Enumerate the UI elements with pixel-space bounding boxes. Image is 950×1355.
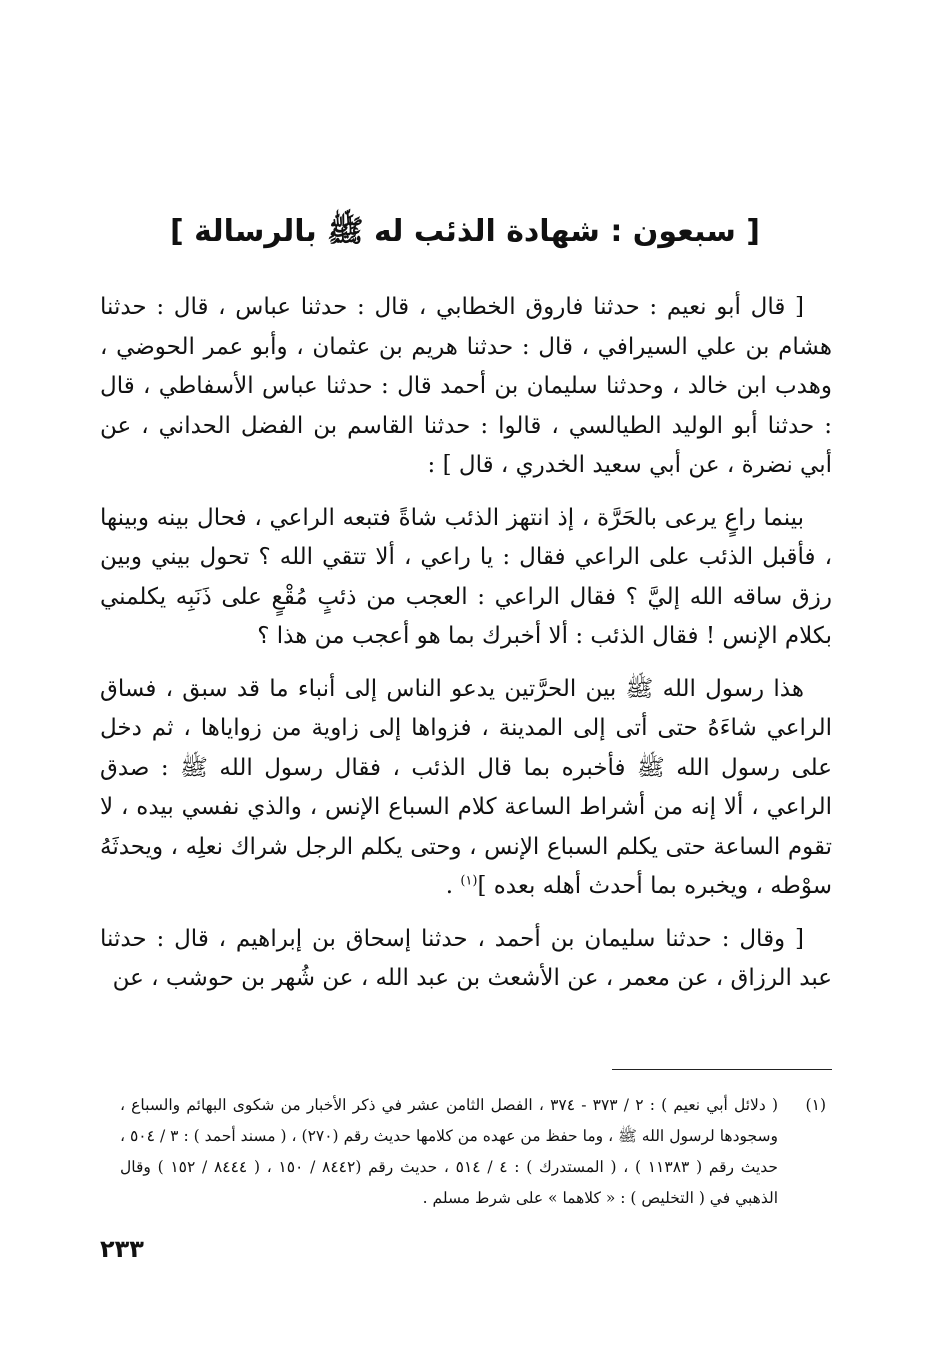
hadith-paragraph-2: [100, 670, 832, 907]
hadith-paragraph-1: بينما راعٍ يرعى بالحَرَّة ، إذ انتهز الذئب شاةً فتبعه الراعي ، فحال بينه وبينها ، فأقبل الذئب على الراعي فقال : يا راعي ، ألا تتقي الله ؟ تحول بيني وبين رزق ساقه الله إليَّ ؟ فقال الراعي : العجب من ذئبٍ مُقْعٍ على ذَنَبِه يكلمني بكلام الإنس ! فقال الذئب : ألا أخبرك بما هو أعجب من هذا ؟: [100, 504, 832, 649]
paragraph-end-mark: .: [445, 873, 461, 899]
footnote-text: ( دلائل أبي نعيم ) : ٢ / ٣٧٣ - ٣٧٤ ، الفصل الثامن عشر في ذكر الأخبار من شكوى البهائم والسباع ، وسجودها لرسول الله ﷺ ، وما حفظ من عهده من كلامها حديث رقم (٢٧٠) ، ( مسند أحمد ) : ٣ / ٥٠٤ ، حديث رقم ( ١١٣٨٣ ) ، ( المستدرك ) : ٤ / ٥١٤ ، حديث رقم (٨٤٤٢ / ١٥٠ ، ( ٨٤٤٤ / ١٥٢ ) وقال الذهبي في ( التخليص ) : « كلاهما » على شرط مسلم .: [120, 1096, 779, 1207]
chapter-title: [ سبعون : شهادة الذئب له ﷺ بالرسالة ]: [169, 214, 761, 249]
footnote: [120, 1090, 832, 1214]
isnad-paragraph-2: [ وقال : حدثنا سليمان بن أحمد ، حدثنا إسحاق بن إبراهيم ، قال : حدثنا عبد الرزاق ، عن معمر ، عن الأشعث بن عبد الله ، عن شُهر بن حوشب ، عن: [100, 925, 832, 991]
footnote-separator: [612, 1069, 832, 1070]
isnad-paragraph: [ قال أبو نعيم : حدثنا فاروق الخطابي ، قال : حدثنا عباس ، قال : حدثنا هشام بن علي السيرافي ، قال : حدثنا هريم بن عثمان ، وأبو عمر الحوضي ، وهدب ابن خالد ، وحدثنا سليمان بن أحمد قال : حدثنا عباس الأسفاطي ، قال : حدثنا أبو الوليد الطيالسي ، قالوا : حدثنا القاسم بن الفضل الحداني ، عن أبي نضرة ، عن أبي سعيد الخدري ، قال ] :: [100, 294, 832, 478]
hadith-paragraph-2-text: هذا رسول الله ﷺ بين الحرَّتين يدعو الناس إلى أنباء ما قد سبق ، فساق الراعي شاءَهُ حتى أتى إلى المدينة ، فزواها إلى زاوية من زواياها ، ثم دخل على رسول الله ﷺ فأخبره بما قال الذئب ، فقال رسول الله ﷺ : صدق الراعي ، ألا إنه من أشراط الساعة كلام السباع الإنس ، والذي نفسي بيده ، لا تقوم الساعة حتى يكلم السباع الإنس ، وحتى يكلم الرجل شراك نعلِه ، ويحدثَهُ سوْطه ، ويخبره بما أحدث أهله بعده ]: [100, 675, 832, 899]
footnote-mark: (١): [805, 1096, 826, 1114]
main-text: [100, 288, 832, 1012]
footnote-reference: (١): [460, 873, 478, 889]
page-number: ٢٣٣: [100, 1235, 144, 1263]
